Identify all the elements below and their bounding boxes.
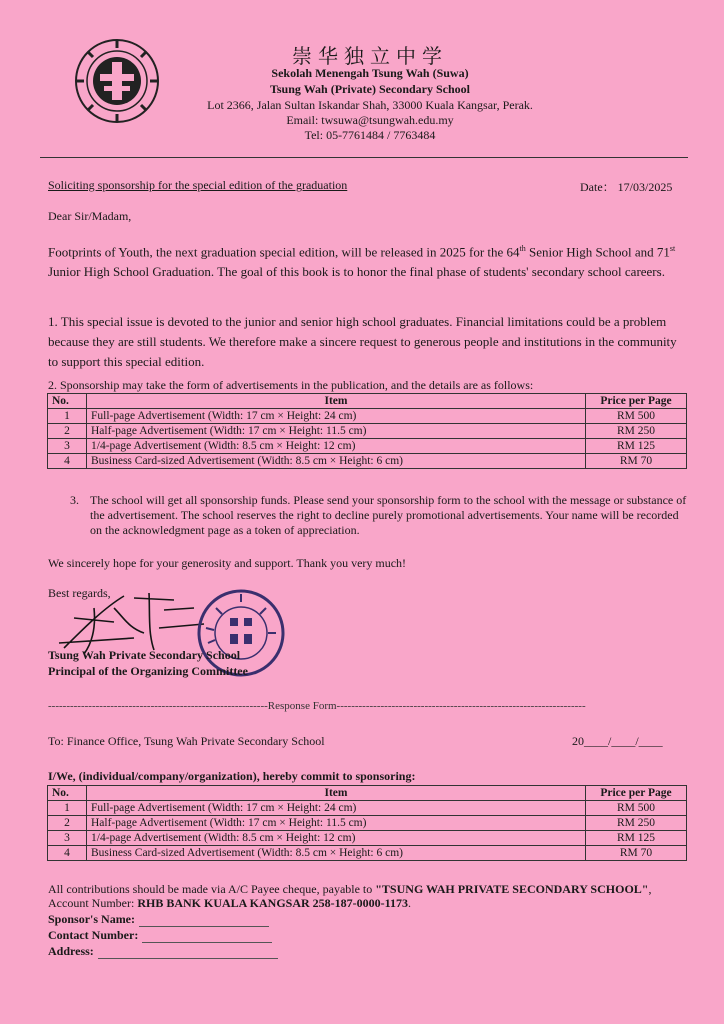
row-price: RM 125 xyxy=(586,831,687,846)
point-3-number: 3. xyxy=(70,493,79,507)
row-price: RM 70 xyxy=(586,454,687,469)
row-item: Business Card-sized Advertisement (Width: 8.5 cm × Height: 6 cm) xyxy=(87,846,586,861)
table-header-row xyxy=(48,394,687,409)
best-regards: Best regards, xyxy=(48,586,111,600)
row-price: RM 125 xyxy=(586,439,687,454)
table-row[interactable] xyxy=(48,846,687,861)
col-header-price: Price per Page xyxy=(586,786,687,801)
row-price: RM 70 xyxy=(586,846,687,861)
school-name-english: Tsung Wah (Private) Secondary School xyxy=(269,82,471,96)
col-header-item: Item xyxy=(87,394,586,409)
row-item: 1/4-page Advertisement (Width: 8.5 cm × Height: 12 cm) xyxy=(87,831,586,846)
row-no: 2 xyxy=(48,816,87,831)
table-row[interactable] xyxy=(48,801,687,816)
response-price-table xyxy=(47,785,687,861)
col-header-price: Price per Page xyxy=(586,394,687,409)
col-header-no: No. xyxy=(48,786,87,801)
col-header-item: Item xyxy=(87,786,586,801)
table-row[interactable] xyxy=(48,831,687,846)
row-item: Half-page Advertisement (Width: 17 cm × Height: 11.5 cm) xyxy=(87,424,586,439)
school-telephone: Tel: 05-7761484 / 7763484 xyxy=(304,128,436,142)
point-2-intro: 2. Sponsorship may take the form of advertisements in the publication, and the details are as follows: xyxy=(48,378,534,392)
contact-number-field[interactable]: Contact Number: xyxy=(48,928,272,943)
address-field[interactable]: Address: xyxy=(48,944,278,959)
row-no: 1 xyxy=(48,409,87,424)
table-row xyxy=(48,424,687,439)
salutation: Dear Sir/Madam, xyxy=(48,209,132,223)
signatory-role: Principal of the Organizing Committee xyxy=(48,664,248,678)
letter-subject: Soliciting sponsorship for the special edition of the graduation xyxy=(48,178,348,192)
sponsorship-price-table xyxy=(47,393,687,469)
sponsor-name-field[interactable]: Sponsor's Name: xyxy=(48,912,269,927)
school-name-chinese: 崇华独立中学 xyxy=(292,44,448,68)
letter-date: Date： 17/03/2025 xyxy=(580,180,673,194)
row-item: Full-page Advertisement (Width: 17 cm × Height: 24 cm) xyxy=(87,801,586,816)
row-no: 4 xyxy=(48,454,87,469)
signatory-school: Tsung Wah Private Secondary School xyxy=(48,648,241,662)
contact-number-blank[interactable] xyxy=(142,932,272,943)
school-crest-logo xyxy=(74,38,160,124)
row-price: RM 500 xyxy=(586,409,687,424)
row-price: RM 500 xyxy=(586,801,687,816)
payment-instructions: All contributions should be made via A/C Payee cheque, payable to "TSUNG WAH PRIVATE SECONDARY SCHOOL", Account Number: RHB BANK KUALA KANGSAR 258-187-0000-1173. xyxy=(48,882,652,910)
row-item: Full-page Advertisement (Width: 17 cm × Height: 24 cm) xyxy=(87,409,586,424)
row-no: 3 xyxy=(48,831,87,846)
col-header-no: No. xyxy=(48,394,87,409)
school-name-malay: Sekolah Menengah Tsung Wah (Suwa) xyxy=(271,66,469,80)
closing-line: We sincerely hope for your generosity and support. Thank you very much! xyxy=(48,556,407,570)
row-no: 1 xyxy=(48,801,87,816)
row-item: Business Card-sized Advertisement (Width: 8.5 cm × Height: 6 cm) xyxy=(87,454,586,469)
row-item: Half-page Advertisement (Width: 17 cm × Height: 11.5 cm) xyxy=(87,816,586,831)
table-header-row xyxy=(48,786,687,801)
sponsor-name-blank[interactable] xyxy=(139,916,269,927)
header-divider xyxy=(40,157,688,158)
row-item: 1/4-page Advertisement (Width: 8.5 cm × Height: 12 cm) xyxy=(87,439,586,454)
row-price: RM 250 xyxy=(586,424,687,439)
row-no: 2 xyxy=(48,424,87,439)
response-recipient: To: Finance Office, Tsung Wah Private Secondary School xyxy=(48,734,325,748)
table-row xyxy=(48,409,687,424)
row-no: 3 xyxy=(48,439,87,454)
row-price: RM 250 xyxy=(586,816,687,831)
commitment-statement: I/We, (individual/company/organization), hereby commit to sponsoring: xyxy=(48,769,416,783)
address-blank[interactable] xyxy=(98,948,278,959)
school-address: Lot 2366, Jalan Sultan Iskandar Shah, 33000 Kuala Kangsar, Perak. xyxy=(207,98,533,112)
table-row xyxy=(48,454,687,469)
table-row[interactable] xyxy=(48,816,687,831)
point-3-text: The school will get all sponsorship funds. Please send your sponsorship form to the school with the message or substance of the advertisement. The school reserves the right to decline purely promotional advertisements. Your name will be recorded on the acknowledgment page as a token of appreciation. xyxy=(90,493,687,537)
table-row xyxy=(48,439,687,454)
row-no: 4 xyxy=(48,846,87,861)
school-email: Email: twsuwa@tsungwah.edu.my xyxy=(286,113,454,127)
intro-paragraph: Footprints of Youth, the next graduation special edition, will be released in 2025 for the 64th Senior High School and 71st Junior High School Graduation. The goal of this book is to honor the final phase of students' secondary school careers. xyxy=(48,244,676,280)
response-form-divider: ------------------------------------------------------------Response Form-------------------------------------------------------------------- xyxy=(48,700,586,712)
point-1-paragraph: 1. This special issue is devoted to the junior and senior high school graduates. Financial limitations could be a problem because they are still students. We therefore make a sincere request to generous people and institutions in the community to support this special edition. xyxy=(48,314,677,369)
response-date-blank[interactable]: 20____/____/____ xyxy=(572,734,663,748)
